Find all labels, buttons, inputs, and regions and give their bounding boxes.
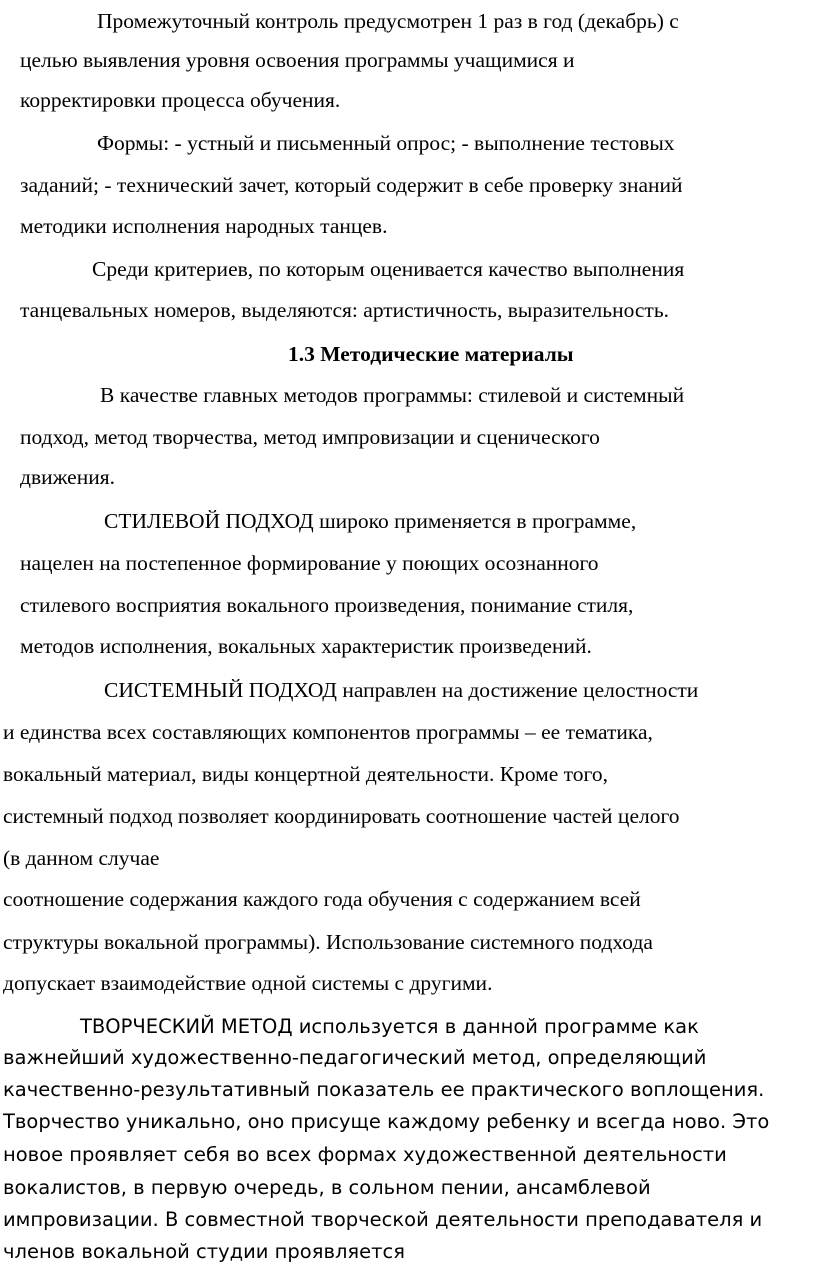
text-line: ТВОРЧЕСКИЙ МЕТОД используется в данной программе как xyxy=(80,1015,699,1038)
text-line: (в данном случае xyxy=(3,846,160,870)
text-line: качественно-результативный показатель ее практического воплощения. xyxy=(3,1078,765,1101)
text-line: структуры вокальной программы). Использование системного подхода xyxy=(3,930,653,954)
text-line: подход, метод творчества, метод импровизации и сценического xyxy=(20,425,600,449)
text-line: импровизации. В совместной творческой деятельности преподавателя и xyxy=(3,1208,763,1231)
text-line: и единства всех составляющих компонентов программы – ее тематика, xyxy=(3,720,653,744)
text-line: СТИЛЕВОЙ ПОДХОД широко применяется в программе, xyxy=(104,509,637,533)
text-line: важнейший художественно-педагогический метод, определяющий xyxy=(3,1046,707,1069)
text-line: стилевого восприятия вокального произведения, понимание стиля, xyxy=(20,593,634,617)
text-line: В качестве главных методов программы: стилевой и системный xyxy=(100,383,685,407)
text-line: Среди критериев, по которым оценивается качество выполнения xyxy=(92,257,685,281)
text-line: методов исполнения, вокальных характеристик произведений. xyxy=(20,634,592,658)
text-line: корректировки процесса обучения. xyxy=(20,88,341,112)
text-line: соотношение содержания каждого года обучения с содержанием всей xyxy=(3,887,641,911)
text-line: СИСТЕМНЫЙ ПОДХОД направлен на достижение целостности xyxy=(104,678,699,702)
text-line: допускает взаимодействие одной системы с другими. xyxy=(3,971,493,995)
text-line: системный подход позволяет координировать соотношение частей целого xyxy=(3,804,680,828)
text-line: методики исполнения народных танцев. xyxy=(20,214,388,238)
text-line: вокальный материал, виды концертной деятельности. Кроме того, xyxy=(3,762,608,786)
text-line: Формы: - устный и письменный опрос; - выполнение тестовых xyxy=(97,131,675,155)
text-line: движения. xyxy=(20,465,115,489)
text-line: Творчество уникально, оно присуще каждому ребенку и всегда ново. Это xyxy=(3,1110,770,1133)
text-line: Промежуточный контроль предусмотрен 1 раз в год (декабрь) с xyxy=(97,9,679,33)
text-line: целью выявления уровня освоения программы учащимися и xyxy=(20,48,575,72)
text-line: членов вокальной студии проявляется xyxy=(3,1240,405,1263)
text-line: заданий; - технический зачет, который содержит в себе проверку знаний xyxy=(20,173,683,197)
text-line: новое проявляет себя во всех формах художественной деятельности xyxy=(3,1143,727,1166)
section-heading: 1.3 Методические материалы xyxy=(288,342,574,366)
text-line: вокалистов, в первую очередь, в сольном пении, ансамблевой xyxy=(3,1176,651,1199)
text-line: танцевальных номеров, выделяются: артистичность, выразительность. xyxy=(20,298,669,322)
text-line: нацелен на постепенное формирование у поющих осознанного xyxy=(20,551,599,575)
